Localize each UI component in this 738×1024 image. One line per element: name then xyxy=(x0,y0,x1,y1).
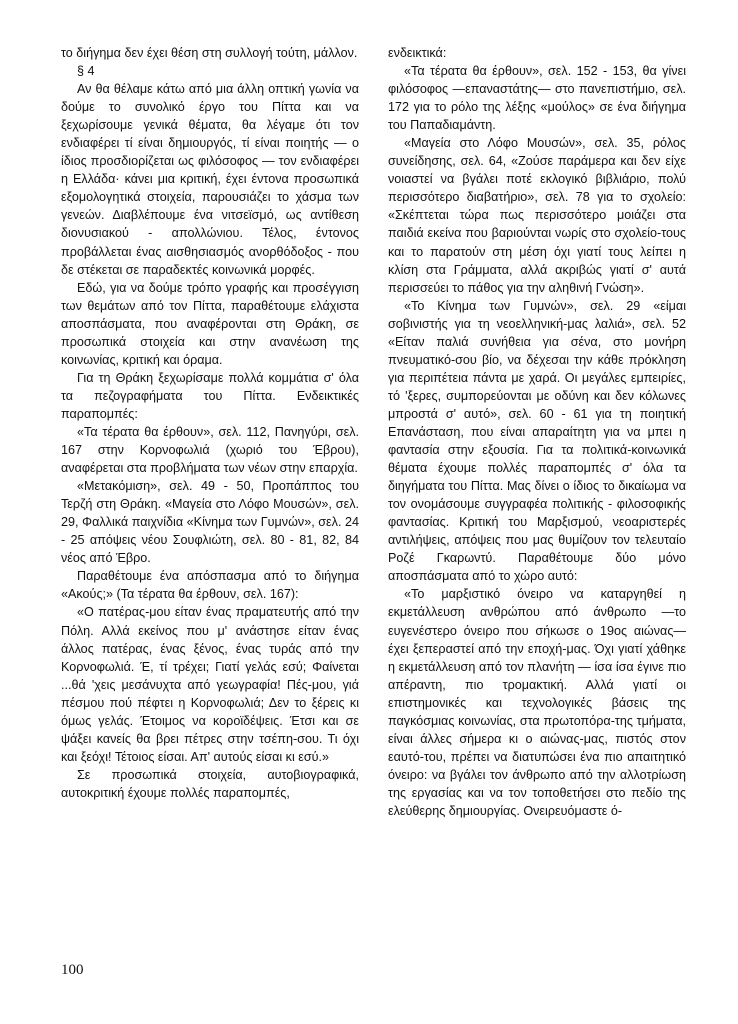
paragraph: Αν θα θέλαμε κάτω από μια άλλη οπτική γωνία να δούμε το συνολικό έργο του Πίττα και να ξεχωρίσουμε γενικά θέματα, θα λέγαμε ότι τον ενδιαφέρει τί είναι δημιουργός, τί είναι ποιητής — ο ίδιος προσδιορίζεται ως φιλόσοφος — τον ενδιαφέρει η Ελλάδα· κάνει μια κριτική, έχει έντονα προσωπικά εξομολογητικά στοιχεία, παρουσιάζει το χάσμα των γενεών. Διαβλέπουμε ένα νιτσεϊσμό, ως αντίθεση διονυσιακού - απολλώνιου. Τέλος, έντονος προβάλλεται ένας αισθησιασμός ανορθόδοξος - που δε στέκεται σε παραδεκτές κοινωνικά μορφές. xyxy=(61,82,359,277)
left-column xyxy=(61,44,359,802)
quote-paragraph: «Ο πατέρας-μου είταν ένας πραματευτής από την Πόλη. Αλλά εκείνος που μ' ανάστησε είταν ένας άλλος πατέρας, ένας ξένος, ένας τυράς από την Κορνοφωλιά. Έ, τί τρέχει; Γιατί γελάς εσύ; Φαίνεται ...θά 'χεις μεσάνυχτα από γεωγραφία! Πές-μου, γιά πέσμου πού πέφτει η Κορνοφωλιά; Δεν το ξέρεις κι όμως γελάς. Έτοιμος να κοροϊδέψεις. Έτσι και σε ψάξει κανείς θα βρει πέτρες στην τσέπη-σου. Τι όχι και ξεόχι! Τέτοιος είσαι. Απ' αυτούς είσαι κι εσύ.» xyxy=(61,605,359,764)
section-marker: § 4 xyxy=(77,64,95,79)
paragraph: «Μετακόμιση», σελ. 49 - 50, Προπάππος του Τερζή στη Θράκη. «Μαγεία στο Λόφο Μουσών», σελ. 29, Φαλλικά παιχνίδια «Κίνημα των Γυμνών», σελ. 24 - 25 απόψεις νέου Σουφλιώτη, σελ. 80 - 81, 82, 84 νέος από Έβρο. xyxy=(61,479,359,566)
right-column xyxy=(388,44,686,820)
paragraph: «Τα τέρατα θα έρθουν», σελ. 152 - 153, θα γίνει φιλόσοφος —επαναστάτης— στο πανεπιστήμιο, σελ. 172 για το ρόλο της λέξης «μούλος» σε ένα διήγημα του Παπαδιαμάντη. xyxy=(388,64,686,133)
quote-paragraph: «Το μαρξιστικό όνειρο να καταργηθεί η εκμετάλλευση ανθρώπου από άνθρωπο —το ευγενέστερο όνειρο που σήκωσε ο 19ος αιώνας— έχει ξεπεραστεί από την εποχή-μας. Όχι γιατί χάθηκε η εκμετάλλευση από τον πλανήτη — ίσα ίσα έγινε πιο απέραντη, πιο τρομακτική. Αλλά γιατί οι επιστημονικές και τεχνολογικές βάσεις της παγκόσμιας κοινωνίας, στα πρωτοπόρα-της τμήματα, είναι άλλες σήμερα κι ο αιώνας-μας, πιστός στον εαυτό-του, πρέπει να διατυπώσει ένα πιο απαιτητικό όνειρο: να βγάλει τον άνθρωπο από την αλλοτρίωση της εργασίας και να τον τοποθετήσει στο πεδίο της ελεύθερης δημιουργίας. Ονειρευόμαστε ό- xyxy=(388,587,686,818)
paragraph: «Το Κίνημα των Γυμνών», σελ. 29 «είμαι σοβινιστής για τη νεοελληνική-μας λαλιά», σελ. 52 «Είταν παλιά συνήθεια για σένα, στο μονήρη πνευματικό-σου βίο, να δέχεσαι την κάθε πρόκληση για περιπέτεια πάντα με χαρά. Οι μεγάλες εμπειρίες, τό 'ξερες, συμπορεύονται με οδύνη και δεν κόλωνες μπροστά σ' αυτό», σελ. 60 - 61 για τη ποιητική Επανάσταση, που είναι απαραίτητη για να μπει η φαντασία στην εξουσία. Για τα πολιτικά-κοινωνικά θέματα έχουμε πολλές παραπομπές σ' όλα τα διηγήματα του Πίττα. Μας δίνει ο ίδιος το δικαίωμα να τον ονομάσουμε συγγραφέα πολιτικής - φιλοσοφικής φαντασίας. Κριτική του Μαρξισμού, νεοαριστερές αντιλήψεις, απόψεις που μας θυμίζουν τον τελευταίο Ροζέ Γκαρωντύ. Παραθέτουμε δύο μόνο αποσπάσματα από το χώρο αυτό: xyxy=(388,298,686,584)
paragraph: Παραθέτουμε ένα απόσπασμα από το διήγημα «Ακούς;» (Τα τέρατα θα έρθουν, σελ. 167): xyxy=(61,569,359,602)
paragraph: «Μαγεία στο Λόφο Μουσών», σελ. 35, ρόλος συνείδησης, σελ. 64, «Ζούσε παράμερα και δεν είχε νοιαστεί να βγάλει ποτέ εκλογικό βιβλιάριο, πολύ περισσότερο διαβατήριο», σελ. 78 για το σχολείο: «Σκέπτεται τώρα πως περισσότερο μοιάζει στα παιδιά εκείνα που βαριούνται νωρίς στο σχολείο-τους και το παρατούν στη μέση όχι γιατί τους λείπει η κλίση στα Γράμματα, αλλά ακριβώς γιατί σ' αυτά περισσεύει το πάθος για την αληθινή Γνώση». xyxy=(388,136,686,295)
paragraph: «Τα τέρατα θα έρθουν», σελ. 112, Πανηγύρι, σελ. 167 στην Κορνοφωλιά (χωριό του Έβρου), αναφέρεται στα προβλήματα των νέων στην επαρχία. xyxy=(61,424,359,476)
paragraph: Σε προσωπικά στοιχεία, αυτοβιογραφικά, αυτοκριτική έχουμε πολλές παραπομπές, xyxy=(61,767,359,800)
page-number: 100 xyxy=(61,962,84,978)
paragraph: Εδώ, για να δούμε τρόπο γραφής και προσέγγιση των θεμάτων από τον Πίττα, παραθέτουμε ελάχιστα αποσπάσματα, που αναφέρονται στη Θράκη, σε προσωπικά στοιχεία και στην ανανέωση της κοινωνίας, κριτική και όραμα. xyxy=(61,280,359,367)
paragraph: ενδεικτικά: xyxy=(388,46,447,60)
paragraph: Για τη Θράκη ξεχωρίσαμε πολλά κομμάτια σ' όλα τα πεζογραφήματα του Πίττα. Ενδεικτικές παραπομπές: xyxy=(61,370,359,421)
paragraph: το διήγημα δεν έχει θέση στη συλλογή τούτη, μάλλον. xyxy=(61,46,358,60)
